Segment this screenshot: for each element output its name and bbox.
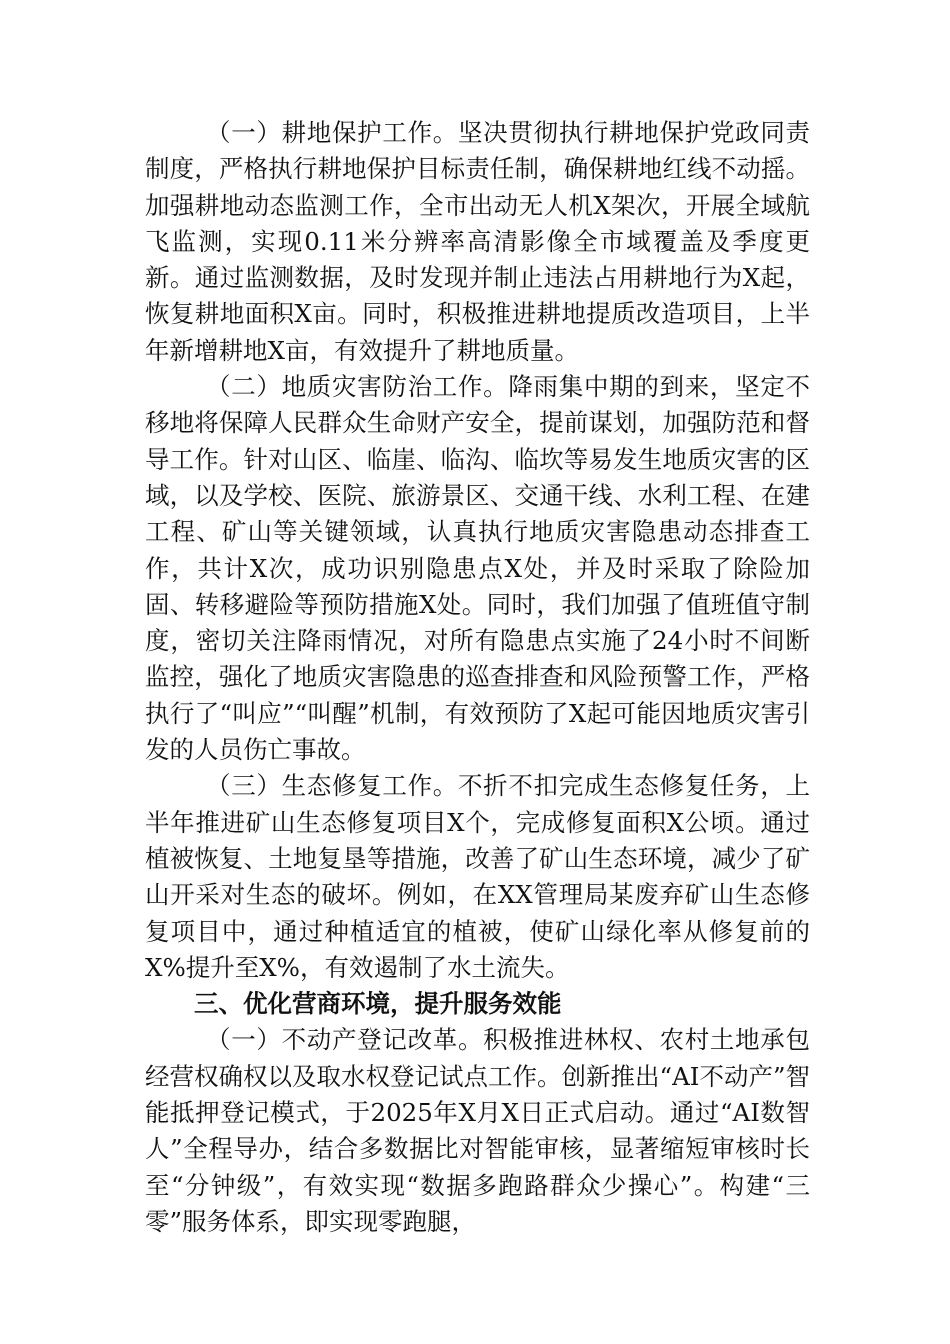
paragraph-ecological-restoration xyxy=(145,768,810,986)
paragraph-property-registration xyxy=(145,1022,810,1240)
paragraph-lead: （一）耕地保护工作。 xyxy=(206,118,458,147)
paragraph-lead: （二）地质灾害防治工作。 xyxy=(206,372,509,402)
document-page xyxy=(145,115,810,1240)
paragraph-geological-disaster xyxy=(145,369,810,768)
paragraph-farmland-protection xyxy=(145,115,810,369)
paragraph-body: 坚决贯彻执行耕地保护党政同责制度，严格执行耕地保护目标责任制，确保耕地红线不动摇。加强耕地动态监测工作，全市出动无人机X架次，开展全域航飞监测，实现0.11米分辨率高清影像全市域覆盖及季度更新。通过监测数据，及时发现并制止违法占用耕地行为X起，恢复耕地面积X亩。同时，积极推进耕地提质改造项目，上半年新增耕地X亩，有效提升了耕地质量。 xyxy=(145,118,811,365)
paragraph-body: 降雨集中期的到来，坚定不移地将保障人民群众生命财产安全，提前谋划，加强防范和督导工作。针对山区、临崖、临沟、临坎等易发生地质灾害的区域，以及学校、医院、旅游景区、交通干线、水利工程、在建工程、矿山等关键领域，认真执行地质灾害隐患动态排查工作，共计X次，成功识别隐患点X处，并及时采取了除险加固、转移避险等预防措施X处。同时，我们加强了值班值守制度，密切关注降雨情况，对所有隐患点实施了24小时不间断监控，强化了地质灾害隐患的巡查排查和风险预警工作，严格执行了“叫应”“叫醒”机制，有效预防了X起可能因地质灾害引发的人员伤亡事故。 xyxy=(145,372,811,765)
paragraph-body: 不折不扣完成生态修复任务，上半年推进矿山生态修复项目X个，完成修复面积X公顷。通过植被恢复、土地复垦等措施，改善了矿山生态环境，减少了矿山开采对生态的破坏。例如，在XX管理局某废弃矿山生态修复项目中，通过种植适宜的植被，使矿山绿化率从修复前的X%提升至X%，有效遏制了水土流失。 xyxy=(145,771,811,982)
section-heading: 三、优化营商环境，提升服务效能 xyxy=(194,989,562,1019)
paragraph-lead: （三）生态修复工作。 xyxy=(206,771,458,801)
paragraph-lead: （一）不动产登记改革。 xyxy=(206,1025,484,1055)
paragraph-body: 积极推进林权、农村土地承包经营权确权以及取水权登记试点工作。创新推出“AI不动产”智能抵押登记模式，于2025年X月X日正式启动。通过“AI数智人”全程导办，结合多数据比对智能审核，显著缩短审核时长至“分钟级”，有效实现“数据多跑路群众少操心”。构建“三零”服务体系，即实现零跑腿， xyxy=(145,1025,811,1236)
